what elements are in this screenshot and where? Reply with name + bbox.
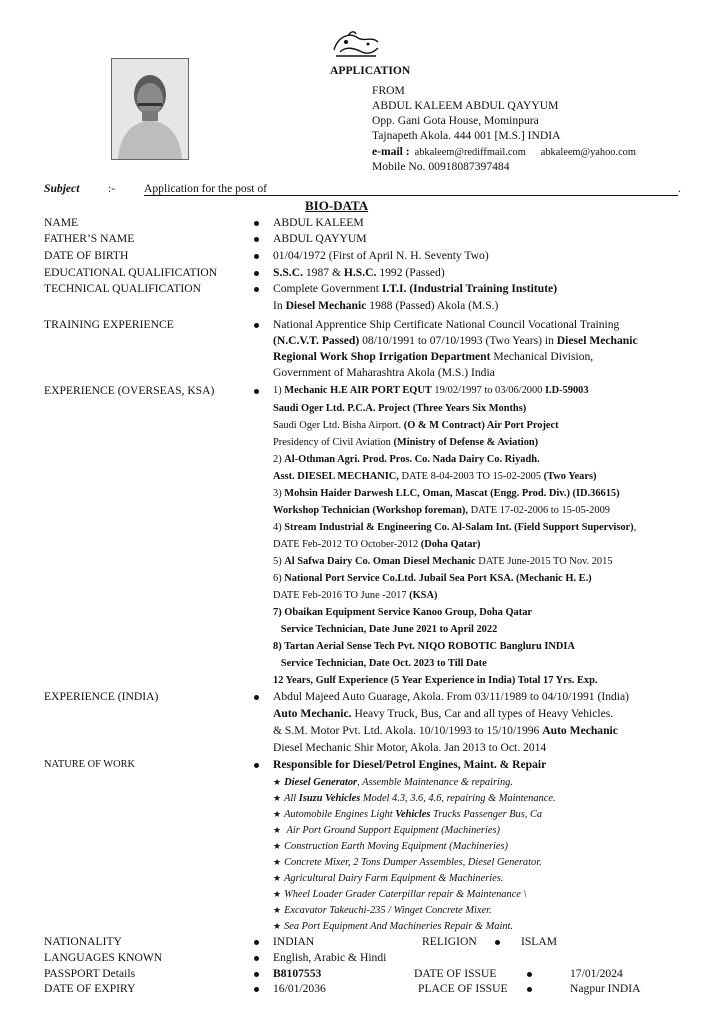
languages-value: English, Arabic & Hindi <box>273 951 387 964</box>
place-of-issue-value: Nagpur INDIA <box>570 982 641 995</box>
calligraphy-emblem-icon <box>328 28 384 60</box>
overseas-line-17: Service Technician, Date Oct. 2023 to Till Date <box>273 658 487 669</box>
education-label: EDUCATIONAL QUALIFICATION <box>44 266 218 279</box>
india-label: EXPERIENCE (INDIA) <box>44 690 159 703</box>
name-label: NAME <box>44 216 79 229</box>
overseas-line-6: Asst. DIESEL MECHANIC, DATE 8-04-2003 TO 15-02-2005 (Two Years) <box>273 471 597 482</box>
nationality-value: INDIAN <box>273 935 315 948</box>
overseas-line-12: 6) National Port Service Co.Ltd. Jubail Sea Port KSA. (Mechanic H. E.) <box>273 573 592 584</box>
overseas-line-11: 5) Al Safwa Dairy Co. Oman Diesel Mechanic DATE June-2015 TO Nov. 2015 <box>273 556 613 567</box>
overseas-line-10: DATE Feb-2012 TO October-2012 (Doha Qatar) <box>273 539 481 550</box>
email-label: e-mail : <box>372 145 410 158</box>
star-icon: ★ <box>273 921 282 931</box>
nature-item: ★ Wheel Loader Grader Caterpillar repair & Maintenance \ <box>273 889 527 900</box>
passport-value: B8107553 <box>273 967 322 980</box>
technical-label: TECHNICAL QUALIFICATION <box>44 282 202 295</box>
father-name-value: ABDUL QAYYUM <box>273 232 367 245</box>
star-icon: ★ <box>273 809 282 819</box>
india-line-4: Diesel Mechanic Shir Motor, Akola. Jan 2013 to Oct. 2014 <box>273 741 547 754</box>
bullet-icon <box>254 221 259 226</box>
star-icon: ★ <box>273 905 282 915</box>
mobile-number: Mobile No. 00918087397484 <box>372 160 510 173</box>
application-title: APPLICATION <box>330 64 411 77</box>
nature-item: ★ Diesel Generator, Assemble Maintenance & repairing. <box>273 777 513 788</box>
father-name-label: FATHER’S NAME <box>44 232 135 245</box>
nature-item: ★ Sea Port Equipment And Machineries Repair & Maint. <box>273 921 514 932</box>
issue-date-value: 17/01/2024 <box>570 967 623 980</box>
subject-underline <box>144 195 678 196</box>
bullet-icon <box>254 271 259 276</box>
bullet-icon <box>254 940 259 945</box>
bullet-icon <box>254 956 259 961</box>
india-line-2: Auto Mechanic. Heavy Truck, Bus, Car and all types of Heavy Vehicles. <box>273 707 614 720</box>
overseas-line-2: Saudi Oger Ltd. P.C.A. Project (Three Years Six Months) <box>273 403 527 414</box>
email-line <box>372 145 636 160</box>
overseas-line-5: 2) Al-Othman Agri. Prod. Pros. Co. Nada Dairy Co. Riyadh. <box>273 454 540 465</box>
overseas-line-14: 7) Obaikan Equipment Service Kanoo Group, Doha Qatar <box>273 607 533 618</box>
nationality-label: NATIONALITY <box>44 935 122 948</box>
overseas-line-16: 8) Tartan Aerial Sense Tech Pvt. NIQO ROBOTIC Bangluru INDIA <box>273 641 575 652</box>
nature-item: ★ Air Port Ground Support Equipment (Machineries) <box>273 825 500 836</box>
bullet-icon <box>254 972 259 977</box>
overseas-line-1: 1) Mechanic H.E AIR PORT EQUT 19/02/1997 to 03/06/2000 I.D-59003 <box>273 385 589 396</box>
bullet-icon <box>527 987 532 992</box>
star-icon: ★ <box>273 889 282 899</box>
star-icon: ★ <box>273 777 282 787</box>
expiry-label: DATE OF EXPIRY <box>44 982 136 995</box>
nature-item: ★ Concrete Mixer, 2 Tons Dumper Assembles, Diesel Generator. <box>273 857 542 868</box>
bullet-icon <box>254 987 259 992</box>
bio-data-heading: BIO-DATA <box>305 198 369 213</box>
subject-separator: :- <box>108 182 116 195</box>
email-1[interactable]: abkaleem@rediffmail.com <box>414 147 526 158</box>
issue-date-label: DATE OF ISSUE <box>414 967 497 980</box>
bullet-icon <box>254 695 259 700</box>
religion-label: RELIGION <box>422 935 477 948</box>
star-icon: ★ <box>273 793 282 803</box>
overseas-line-8: Workshop Technician (Workshop foreman), DATE 17-02-2006 to 15-05-2009 <box>273 505 610 516</box>
overseas-line-13: DATE Feb-2016 TO June -2017 (KSA) <box>273 590 438 601</box>
india-line-1: Abdul Majeed Auto Guarage, Akola. From 03/11/1989 to 04/10/1991 (India) <box>273 690 630 703</box>
training-line-4: Government of Maharashtra Akola (M.S.) India <box>273 366 495 379</box>
overseas-line-15: Service Technician, Date June 2021 to April 2022 <box>273 624 498 635</box>
subject-label: Subject <box>44 182 80 195</box>
nature-item: ★ Excavator Takeuchi-235 / Winget Concrete Mixer. <box>273 905 492 916</box>
passport-label: PASSPORT Details <box>44 967 136 980</box>
technical-line-2: In Diesel Mechanic 1988 (Passed) Akola (M.S.) <box>273 299 499 312</box>
nature-item: ★ Construction Earth Moving Equipment (Machineries) <box>273 841 509 852</box>
overseas-line-7: 3) Mohsin Haider Darwesh LLC, Oman, Mascat (Engg. Prod. Div.) (ID.36615) <box>273 488 620 499</box>
star-icon: ★ <box>273 857 282 867</box>
overseas-line-9: 4) Stream Industrial & Engineering Co. Al-Salam Int. (Field Support Supervisor), <box>273 522 637 533</box>
nature-item: ★ All Isuzu Vehicles Model 4.3, 3.6, 4.6, repairing & Maintenance. <box>273 793 556 804</box>
nature-heading: Responsible for Diesel/Petrol Engines, Maint. & Repair <box>273 758 547 771</box>
bullet-icon <box>254 237 259 242</box>
religion-value: ISLAM <box>521 935 558 948</box>
bullet-icon <box>254 254 259 259</box>
technical-line-1: Complete Government I.T.I. (Industrial Training Institute) <box>273 282 558 295</box>
subject-text: Application for the post of <box>144 182 267 195</box>
from-address-1: Opp. Gani Gota House, Mominpura <box>372 114 539 127</box>
india-line-3: & S.M. Motor Pvt. Ltd. Akola. 10/10/1993 to 15/10/1996 Auto Mechanic <box>273 724 618 737</box>
training-label: TRAINING EXPERIENCE <box>44 318 174 331</box>
expiry-value: 16/01/2036 <box>273 982 326 995</box>
star-icon: ★ <box>273 841 282 851</box>
overseas-total: 12 Years, Gulf Experience (5 Year Experience in India) Total 17 Yrs. Exp. <box>273 675 598 686</box>
bullet-icon <box>527 972 532 977</box>
from-label: FROM <box>372 84 405 97</box>
email-2[interactable]: abkaleem@yahoo.com <box>540 147 636 158</box>
applicant-photo <box>111 58 189 160</box>
star-icon: ★ <box>273 873 282 883</box>
bullet-icon <box>254 763 259 768</box>
overseas-label: EXPERIENCE (OVERSEAS, KSA) <box>44 384 215 397</box>
subject-end: . <box>678 182 681 195</box>
training-line-2: (N.C.V.T. Passed) 08/10/1991 to 07/10/1993 (Two Years) in Diesel Mechanic <box>273 334 638 347</box>
star-icon: ★ <box>273 825 282 835</box>
overseas-line-3: Saudi Oger Ltd. Bisha Airport. (O & M Contract) Air Port Project <box>273 420 559 431</box>
dob-label: DATE OF BIRTH <box>44 249 129 262</box>
overseas-line-4: Presidency of Civil Aviation (Ministry of Defense & Aviation) <box>273 437 539 448</box>
nature-item: ★ Automobile Engines Light Vehicles Trucks Passenger Bus, Ca <box>273 809 543 820</box>
bullet-icon <box>254 389 259 394</box>
training-line-1: National Apprentice Ship Certificate National Council Vocational Training <box>273 318 620 331</box>
from-name: ABDUL KALEEM ABDUL QAYYUM <box>372 99 559 112</box>
from-address-2: Tajnapeth Akola. 444 001 [M.S.] INDIA <box>372 129 561 142</box>
nature-item: ★ Agricultural Dairy Farm Equipment & Machineries. <box>273 873 504 884</box>
bullet-icon <box>254 323 259 328</box>
languages-label: LANGUAGES KNOWN <box>44 951 163 964</box>
bullet-icon <box>254 287 259 292</box>
training-line-3: Regional Work Shop Irrigation Department Mechanical Division, <box>273 350 594 363</box>
nature-label: NATURE OF WORK <box>44 759 136 770</box>
dob-value: 01/04/1972 (First of April N. H. Seventy Two) <box>273 249 489 262</box>
bullet-icon <box>495 940 500 945</box>
place-of-issue-label: PLACE OF ISSUE <box>418 982 508 995</box>
name-value: ABDUL KALEEM <box>273 216 364 229</box>
education-value: S.S.C. 1987 & H.S.C. 1992 (Passed) <box>273 266 445 279</box>
